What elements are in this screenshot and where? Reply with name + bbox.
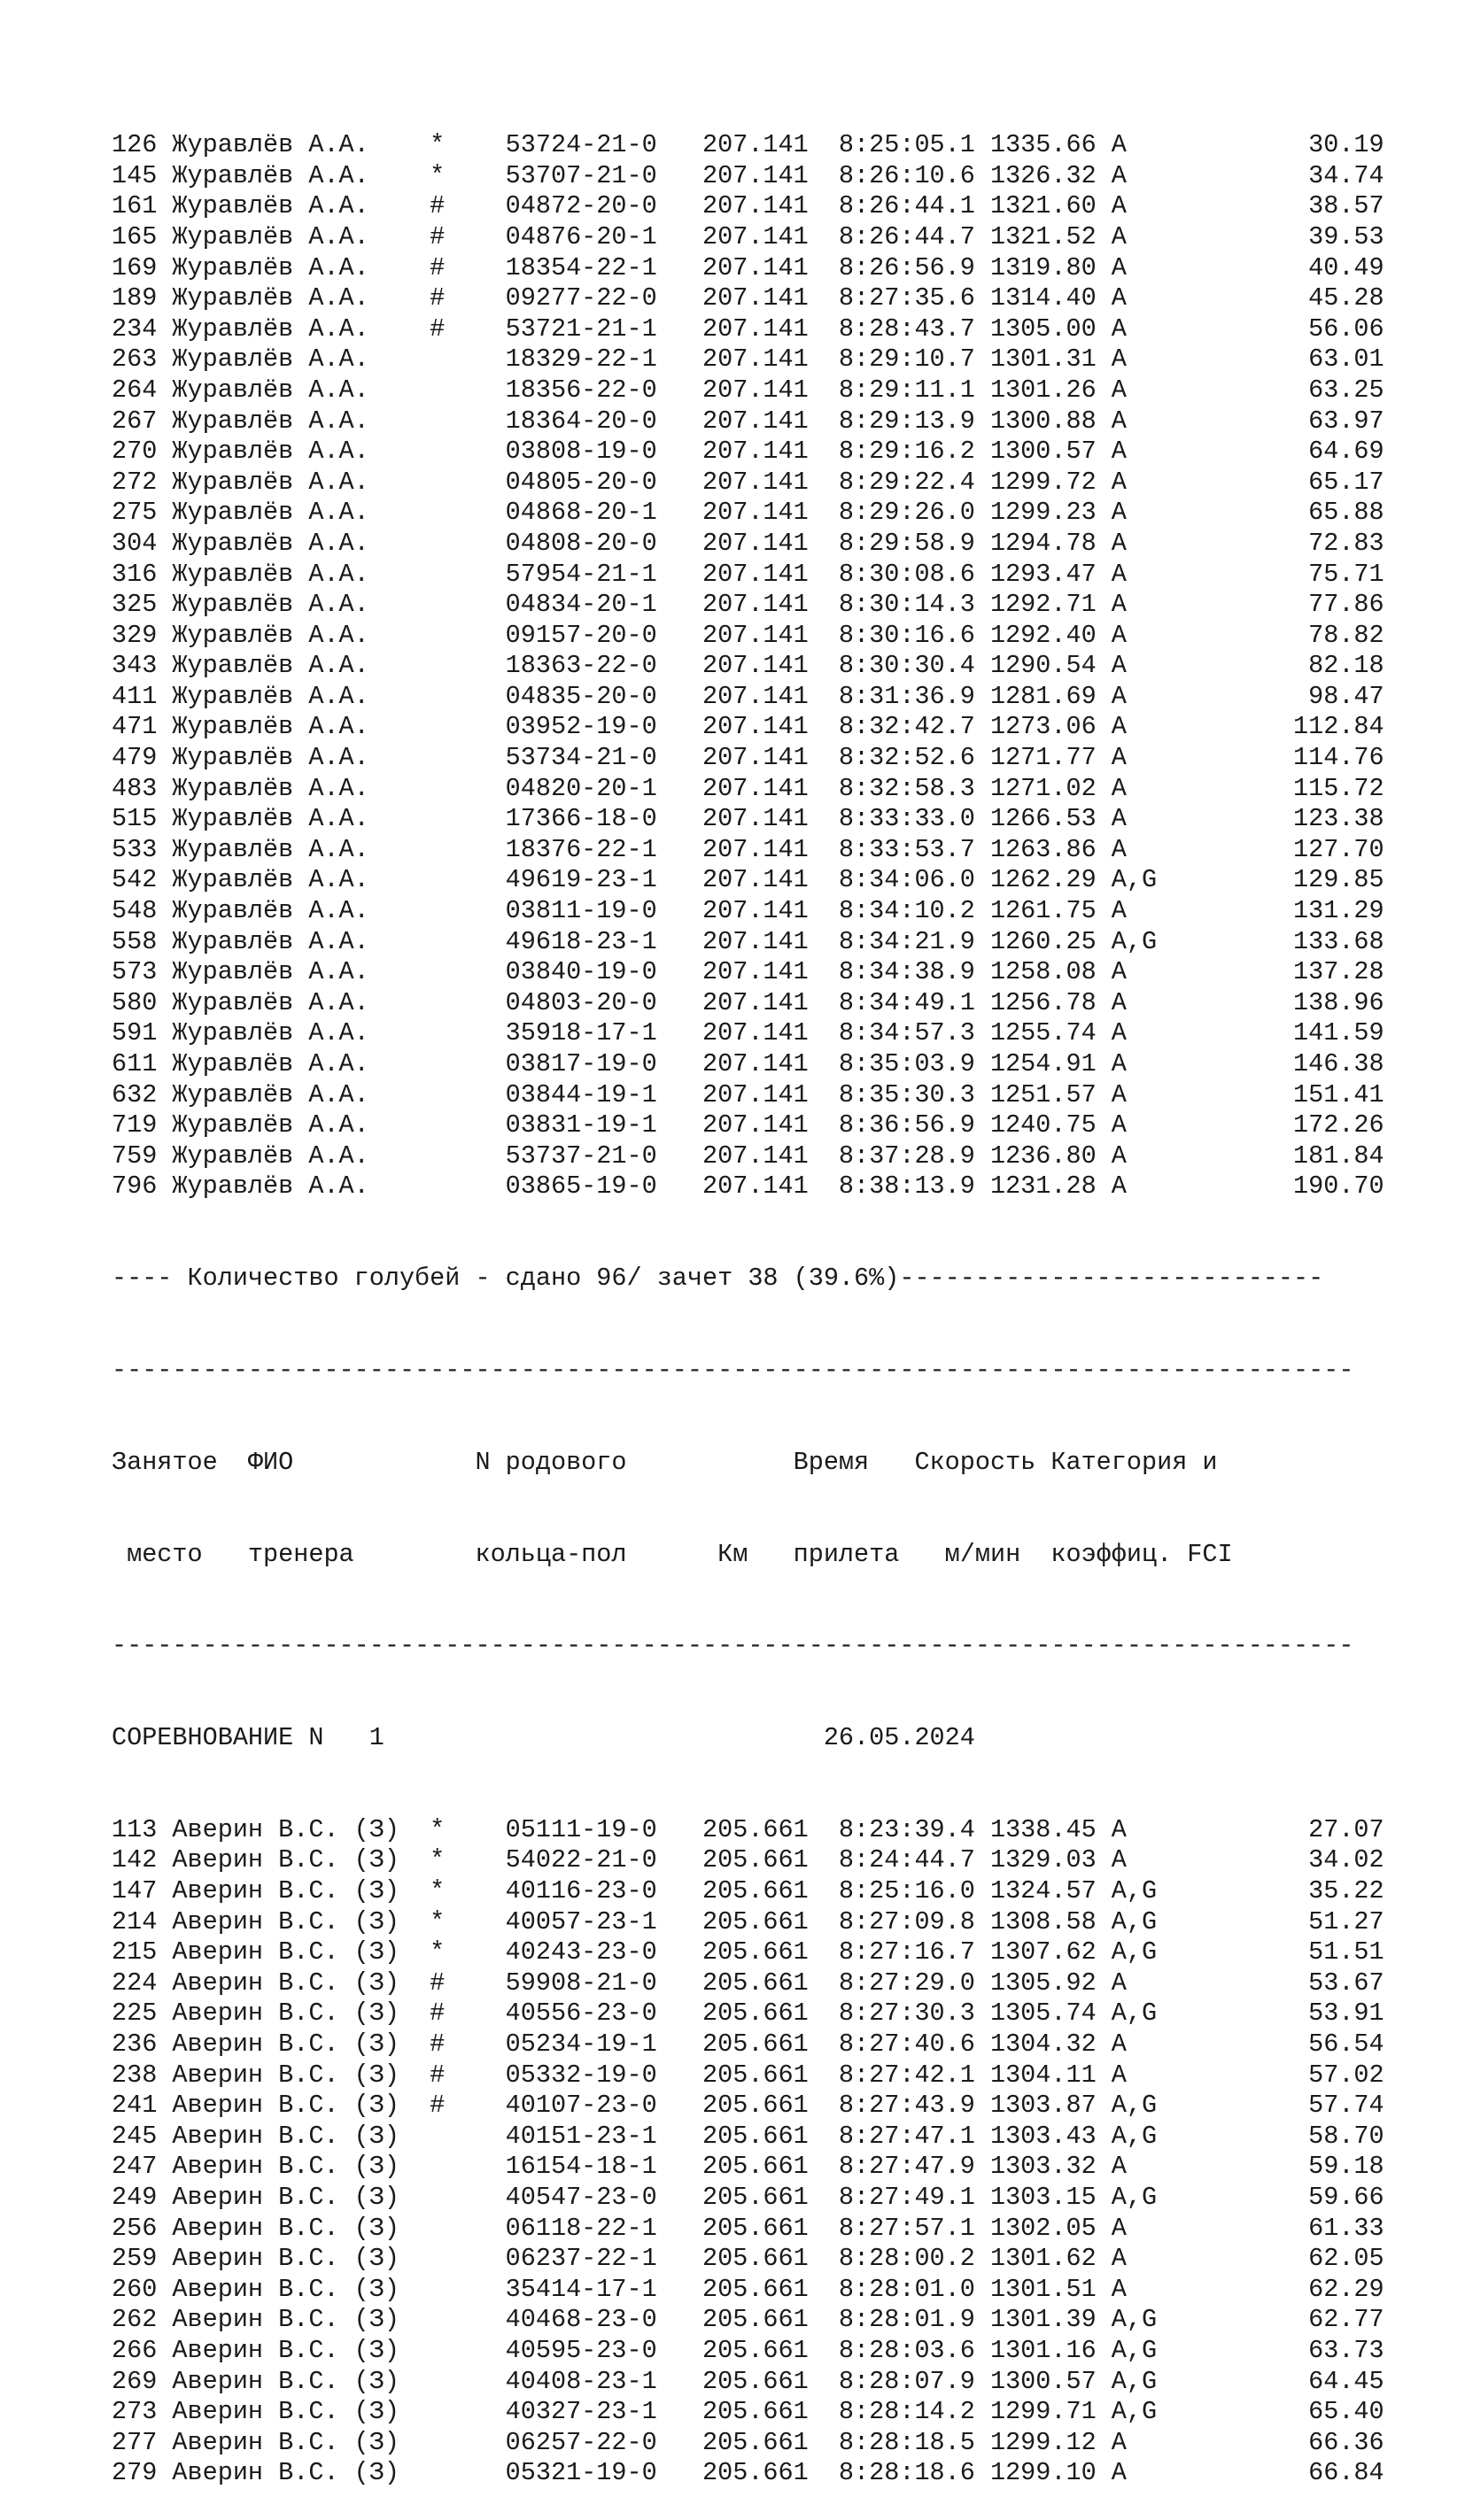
result-row: 145 Журавлёв А.А. * 53707-21-0 207.141 8:26:10.6 1326.32 A 34.74 [112,160,1384,190]
result-row: 471 Журавлёв А.А. 03952-19-0 207.141 8:32:42.7 1273.06 A 112.84 [112,712,1384,742]
result-row: 225 Аверин В.С. (З) # 40556-23-0 205.661 8:27:30.3 1305.74 A,G 53.91 [112,1998,1384,2029]
result-row: 411 Журавлёв А.А. 04835-20-0 207.141 8:31:36.9 1281.69 A 98.47 [112,681,1384,711]
result-row: 249 Аверин В.С. (З) 40547-23-0 205.661 8:27:49.1 1303.15 A,G 59.66 [112,2182,1384,2212]
result-row: 329 Журавлёв А.А. 09157-20-0 207.141 8:30:16.6 1292.40 A 78.82 [112,620,1384,650]
result-row: 325 Журавлёв А.А. 04834-20-1 207.141 8:30:14.3 1292.71 A 77.86 [112,590,1384,620]
result-row: 759 Журавлёв А.А. 53737-21-0 207.141 8:37:28.9 1236.80 A 181.84 [112,1140,1384,1171]
result-row: 719 Журавлёв А.А. 03831-19-1 207.141 8:36:56.9 1240.75 A 172.26 [112,1110,1384,1140]
result-row: 260 Аверин В.С. (З) 35414-17-1 205.661 8:28:01.0 1301.51 A 62.29 [112,2274,1384,2304]
divider-top: ---------------------------------------------------------------------------------- [112,1355,1354,1385]
result-row: 189 Журавлёв А.А. # 09277-22-0 207.141 8:27:35.6 1314.40 A 45.28 [112,283,1384,313]
result-row: 796 Журавлёв А.А. 03865-19-0 207.141 8:38:13.9 1231.28 A 190.70 [112,1171,1384,1202]
result-row: 272 Журавлёв А.А. 04805-20-0 207.141 8:29:22.4 1299.72 A 65.17 [112,467,1384,497]
result-row: 277 Аверин В.С. (З) 06257-22-0 205.661 8:28:18.5 1299.12 A 66.36 [112,2427,1384,2457]
result-row: 269 Аверин В.С. (З) 40408-23-1 205.661 8:28:07.9 1300.57 A,G 64.45 [112,2366,1384,2396]
section-1-summary: ---- Количество голубей - сдано 96/ зачет 38 (39.6%)---------------------------- [112,1264,1324,1294]
result-row: 267 Журавлёв А.А. 18364-20-0 207.141 8:29:13.9 1300.88 A 63.97 [112,406,1384,436]
result-row: 273 Аверин В.С. (З) 40327-23-1 205.661 8:28:14.2 1299.71 A,G 65.40 [112,2397,1384,2427]
result-row: 580 Журавлёв А.А. 04803-20-0 207.141 8:34:49.1 1256.78 A 138.96 [112,987,1384,1017]
result-row: 241 Аверин В.С. (З) # 40107-23-0 205.661 8:27:43.9 1303.87 A,G 57.74 [112,2091,1384,2121]
result-row: 142 Аверин В.С. (З) * 54022-21-0 205.661 8:24:44.7 1329.03 A 34.02 [112,1845,1384,1875]
result-row: 304 Журавлёв А.А. 04808-20-0 207.141 8:29:58.9 1294.78 A 72.83 [112,528,1384,558]
result-row: 247 Аверин В.С. (З) 16154-18-1 205.661 8:27:47.9 1303.32 A 59.18 [112,2152,1384,2182]
result-row: 215 Аверин В.С. (З) * 40243-23-0 205.661 8:27:16.7 1307.62 A,G 51.51 [112,1937,1384,1967]
result-row: 591 Журавлёв А.А. 35918-17-1 207.141 8:34:57.3 1255.74 A 141.59 [112,1018,1384,1048]
result-row: 224 Аверин В.С. (З) # 59908-21-0 205.661 8:27:29.0 1305.92 A 53.67 [112,1967,1384,1998]
result-row: 259 Аверин В.С. (З) 06237-22-1 205.661 8:28:00.2 1301.62 A 62.05 [112,2244,1384,2274]
competition-title: СОРЕВНОВАНИЕ N 1 26.05.2024 [112,1723,975,1753]
results-sheet [112,69,1384,2520]
result-row: 113 Аверин В.С. (З) * 05111-19-0 205.661 8:23:39.4 1338.45 A 27.07 [112,1814,1384,1844]
result-row: 548 Журавлёв А.А. 03811-19-0 207.141 8:34:10.2 1261.75 A 131.29 [112,896,1384,926]
result-row: 275 Журавлёв А.А. 04868-20-1 207.141 8:29:26.0 1299.23 A 65.88 [112,498,1384,528]
result-row: 126 Журавлёв А.А. * 53724-21-0 207.141 8:25:05.1 1335.66 A 30.19 [112,130,1384,160]
result-row: 169 Журавлёв А.А. # 18354-22-1 207.141 8:26:56.9 1319.80 A 40.49 [112,252,1384,282]
result-row: 264 Журавлёв А.А. 18356-22-0 207.141 8:29:11.1 1301.26 A 63.25 [112,375,1384,405]
result-row: 279 Аверин В.С. (З) 05321-19-0 205.661 8:28:18.6 1299.10 A 66.84 [112,2458,1384,2488]
section-1-rows [112,130,1384,1202]
result-row: 165 Журавлёв А.А. # 04876-20-1 207.141 8:26:44.7 1321.52 A 39.53 [112,221,1384,251]
result-row: 316 Журавлёв А.А. 57954-21-1 207.141 8:30:08.6 1293.47 A 75.71 [112,559,1384,589]
divider-bottom: ---------------------------------------------------------------------------------- [112,1631,1354,1661]
result-row: 245 Аверин В.С. (З) 40151-23-1 205.661 8:27:47.1 1303.43 A,G 58.70 [112,2121,1384,2151]
section-2-rows [112,1815,1384,2489]
result-row: 270 Журавлёв А.А. 03808-19-0 207.141 8:29:16.2 1300.57 A 64.69 [112,437,1384,467]
result-row: 533 Журавлёв А.А. 18376-22-1 207.141 8:33:53.7 1263.86 A 127.70 [112,834,1384,864]
result-row: 558 Журавлёв А.А. 49618-23-1 207.141 8:34:21.9 1260.25 A,G 133.68 [112,926,1384,956]
result-row: 234 Журавлёв А.А. # 53721-21-1 207.141 8:28:43.7 1305.00 A 56.06 [112,313,1384,344]
column-header-line-1: Занятое ФИО N родового Время Скорость Категория и [112,1447,1218,1477]
result-row: 161 Журавлёв А.А. # 04872-20-0 207.141 8:26:44.1 1321.60 A 38.57 [112,191,1384,221]
result-row: 515 Журавлёв А.А. 17366-18-0 207.141 8:33:33.0 1266.53 A 123.38 [112,804,1384,834]
result-row: 263 Журавлёв А.А. 18329-22-1 207.141 8:29:10.7 1301.31 A 63.01 [112,344,1384,375]
result-row: 214 Аверин В.С. (З) * 40057-23-1 205.661 8:27:09.8 1308.58 A,G 51.27 [112,1906,1384,1936]
result-row: 256 Аверин В.С. (З) 06118-22-1 205.661 8:27:57.1 1302.05 A 61.33 [112,2213,1384,2243]
result-row: 573 Журавлёв А.А. 03840-19-0 207.141 8:34:38.9 1258.08 A 137.28 [112,957,1384,987]
result-row: 343 Журавлёв А.А. 18363-22-0 207.141 8:30:30.4 1290.54 A 82.18 [112,651,1384,681]
result-row: 479 Журавлёв А.А. 53734-21-0 207.141 8:32:52.6 1271.77 A 114.76 [112,743,1384,773]
result-row: 483 Журавлёв А.А. 04820-20-1 207.141 8:32:58.3 1271.02 A 115.72 [112,773,1384,803]
result-row: 236 Аверин В.С. (З) # 05234-19-1 205.661 8:27:40.6 1304.32 A 56.54 [112,2029,1384,2059]
result-row: 238 Аверин В.С. (З) # 05332-19-0 205.661 8:27:42.1 1304.11 A 57.02 [112,2060,1384,2090]
result-row: 632 Журавлёв А.А. 03844-19-1 207.141 8:35:30.3 1251.57 A 151.41 [112,1079,1384,1109]
result-row: 147 Аверин В.С. (З) * 40116-23-0 205.661 8:25:16.0 1324.57 A,G 35.22 [112,1876,1384,1906]
column-header-line-2: место тренера кольца-пол Км прилета м/мин коэффиц. FCI [112,1539,1233,1569]
result-row: 542 Журавлёв А.А. 49619-23-1 207.141 8:34:06.0 1262.29 A,G 129.85 [112,865,1384,895]
result-row: 611 Журавлёв А.А. 03817-19-0 207.141 8:35:03.9 1254.91 A 146.38 [112,1049,1384,1078]
result-row: 266 Аверин В.С. (З) 40595-23-0 205.661 8:28:03.6 1301.16 A,G 63.73 [112,2335,1384,2365]
result-row: 262 Аверин В.С. (З) 40468-23-0 205.661 8:28:01.9 1301.39 A,G 62.77 [112,2305,1384,2335]
